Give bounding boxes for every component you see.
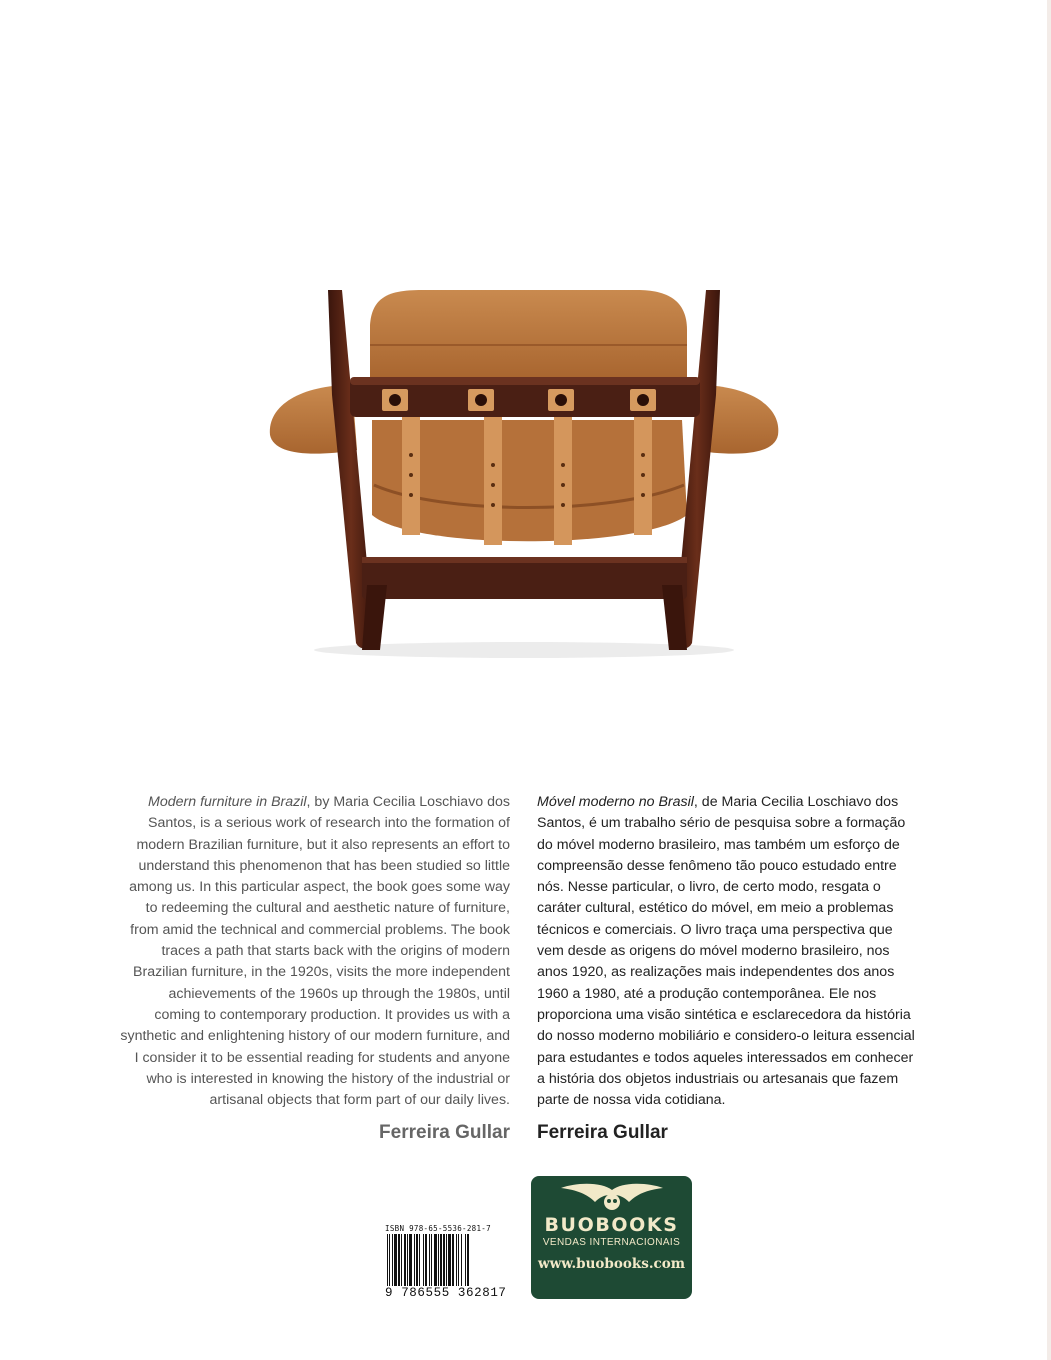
barcode-bar <box>446 1234 447 1286</box>
portuguese-book-title: Móvel moderno no Brasil <box>537 794 694 810</box>
cover-edge-strip <box>1047 0 1051 1360</box>
barcode-bar <box>425 1234 427 1286</box>
portuguese-signature: Ferreira Gullar <box>537 1122 668 1143</box>
barcode-bar <box>387 1234 388 1286</box>
barcode-bar <box>394 1234 397 1286</box>
english-blurb-body: , by Maria Cecilia Loschiavo dos Santos, is a serious work of research into the formation of modern Brazilian furniture, but it also represents an effort to understand this phenomenon that has been studied so little among us. In this particular aspect, the book goes some way to redeeming the cultural and aesthetic nature of furniture, from amid the technical and commercial problems. The book traces a path that starts back with the origins of modern Brazilian furniture, in the 1920s, visits the more independent achievements of the 1960s up through the 1980s, until coming to contemporary production. It provides us with a synthetic and enlightening history of our modern furniture, and I consider it to be essential reading for students and anyone who is interested in knowing the history of the industrial or artisanal objects that form part of our daily lives. <box>120 794 510 1109</box>
english-signature: Ferreira Gullar <box>379 1122 510 1143</box>
brand-url[interactable]: www.buobooks.com <box>537 1256 686 1272</box>
barcode-bar <box>438 1234 439 1286</box>
barcode-bar <box>461 1234 462 1286</box>
barcode-bar <box>404 1234 406 1286</box>
barcode-bars <box>385 1234 503 1286</box>
isbn-digits: 9 786555 362817 <box>385 1286 507 1300</box>
barcode-bar <box>434 1234 437 1286</box>
barcode-bar <box>398 1234 400 1286</box>
english-blurb <box>120 792 510 1111</box>
barcode-bar <box>431 1234 432 1286</box>
barcode-bar <box>456 1234 457 1286</box>
barcode-bar <box>429 1234 430 1286</box>
barcode-bar <box>448 1234 451 1286</box>
barcode-bar <box>401 1234 402 1286</box>
barcode-bar <box>392 1234 393 1286</box>
barcode-bar <box>389 1234 390 1286</box>
barcode-bar <box>409 1234 412 1286</box>
barcode-bar <box>440 1234 442 1286</box>
barcode-bar <box>414 1234 415 1286</box>
chair-photo <box>262 285 787 660</box>
barcode-bar <box>452 1234 454 1286</box>
buobooks-logo <box>531 1176 692 1299</box>
barcode-bar <box>416 1234 418 1286</box>
english-book-title: Modern furniture in Brazil <box>148 794 307 810</box>
barcode-bar <box>458 1234 459 1286</box>
isbn-barcode <box>385 1224 507 1302</box>
chair-illustration <box>262 285 787 660</box>
owl-wings-icon <box>557 1182 667 1212</box>
barcode-bar <box>423 1234 424 1286</box>
brand-name: BUOBOOKS <box>544 1214 679 1236</box>
barcode-bar <box>467 1234 469 1286</box>
barcode-bar <box>465 1234 466 1286</box>
barcode-bar <box>407 1234 408 1286</box>
portuguese-blurb-body: , de Maria Cecilia Loschiavo dos Santos, é um trabalho sério de pesquisa sobre a formação do móvel moderno brasileiro, mas também um esforço de compreensão desse fenômeno tão pouco estudado entre nós. Nesse particular, o livro, de certo modo, resgata o caráter cultural, estético do móvel, em meio a problemas técnicos e comerciais. O livro traça uma perspectiva que vem desde as origens do móvel moderno brasileiro, nos anos 1920, as realizações mais independentes dos anos 1960 a 1980, até a produção contemporânea. Ele nos proporciona uma visão sintética e esclarecedora da história do nosso moderno mobiliário e considero-o leitura essencial para estudantes e todos aqueles interessados em conhecer a história dos objetos industriais ou artesanais que fazem parte de nossa vida cotidiana. <box>537 794 915 1109</box>
barcode-bar <box>419 1234 420 1286</box>
brand-subtitle: VENDAS INTERNACIONAIS <box>542 1237 681 1248</box>
isbn-label: ISBN 978-65-5536-281-7 <box>385 1224 491 1233</box>
portuguese-blurb <box>537 792 922 1111</box>
barcode-bar <box>443 1234 445 1286</box>
